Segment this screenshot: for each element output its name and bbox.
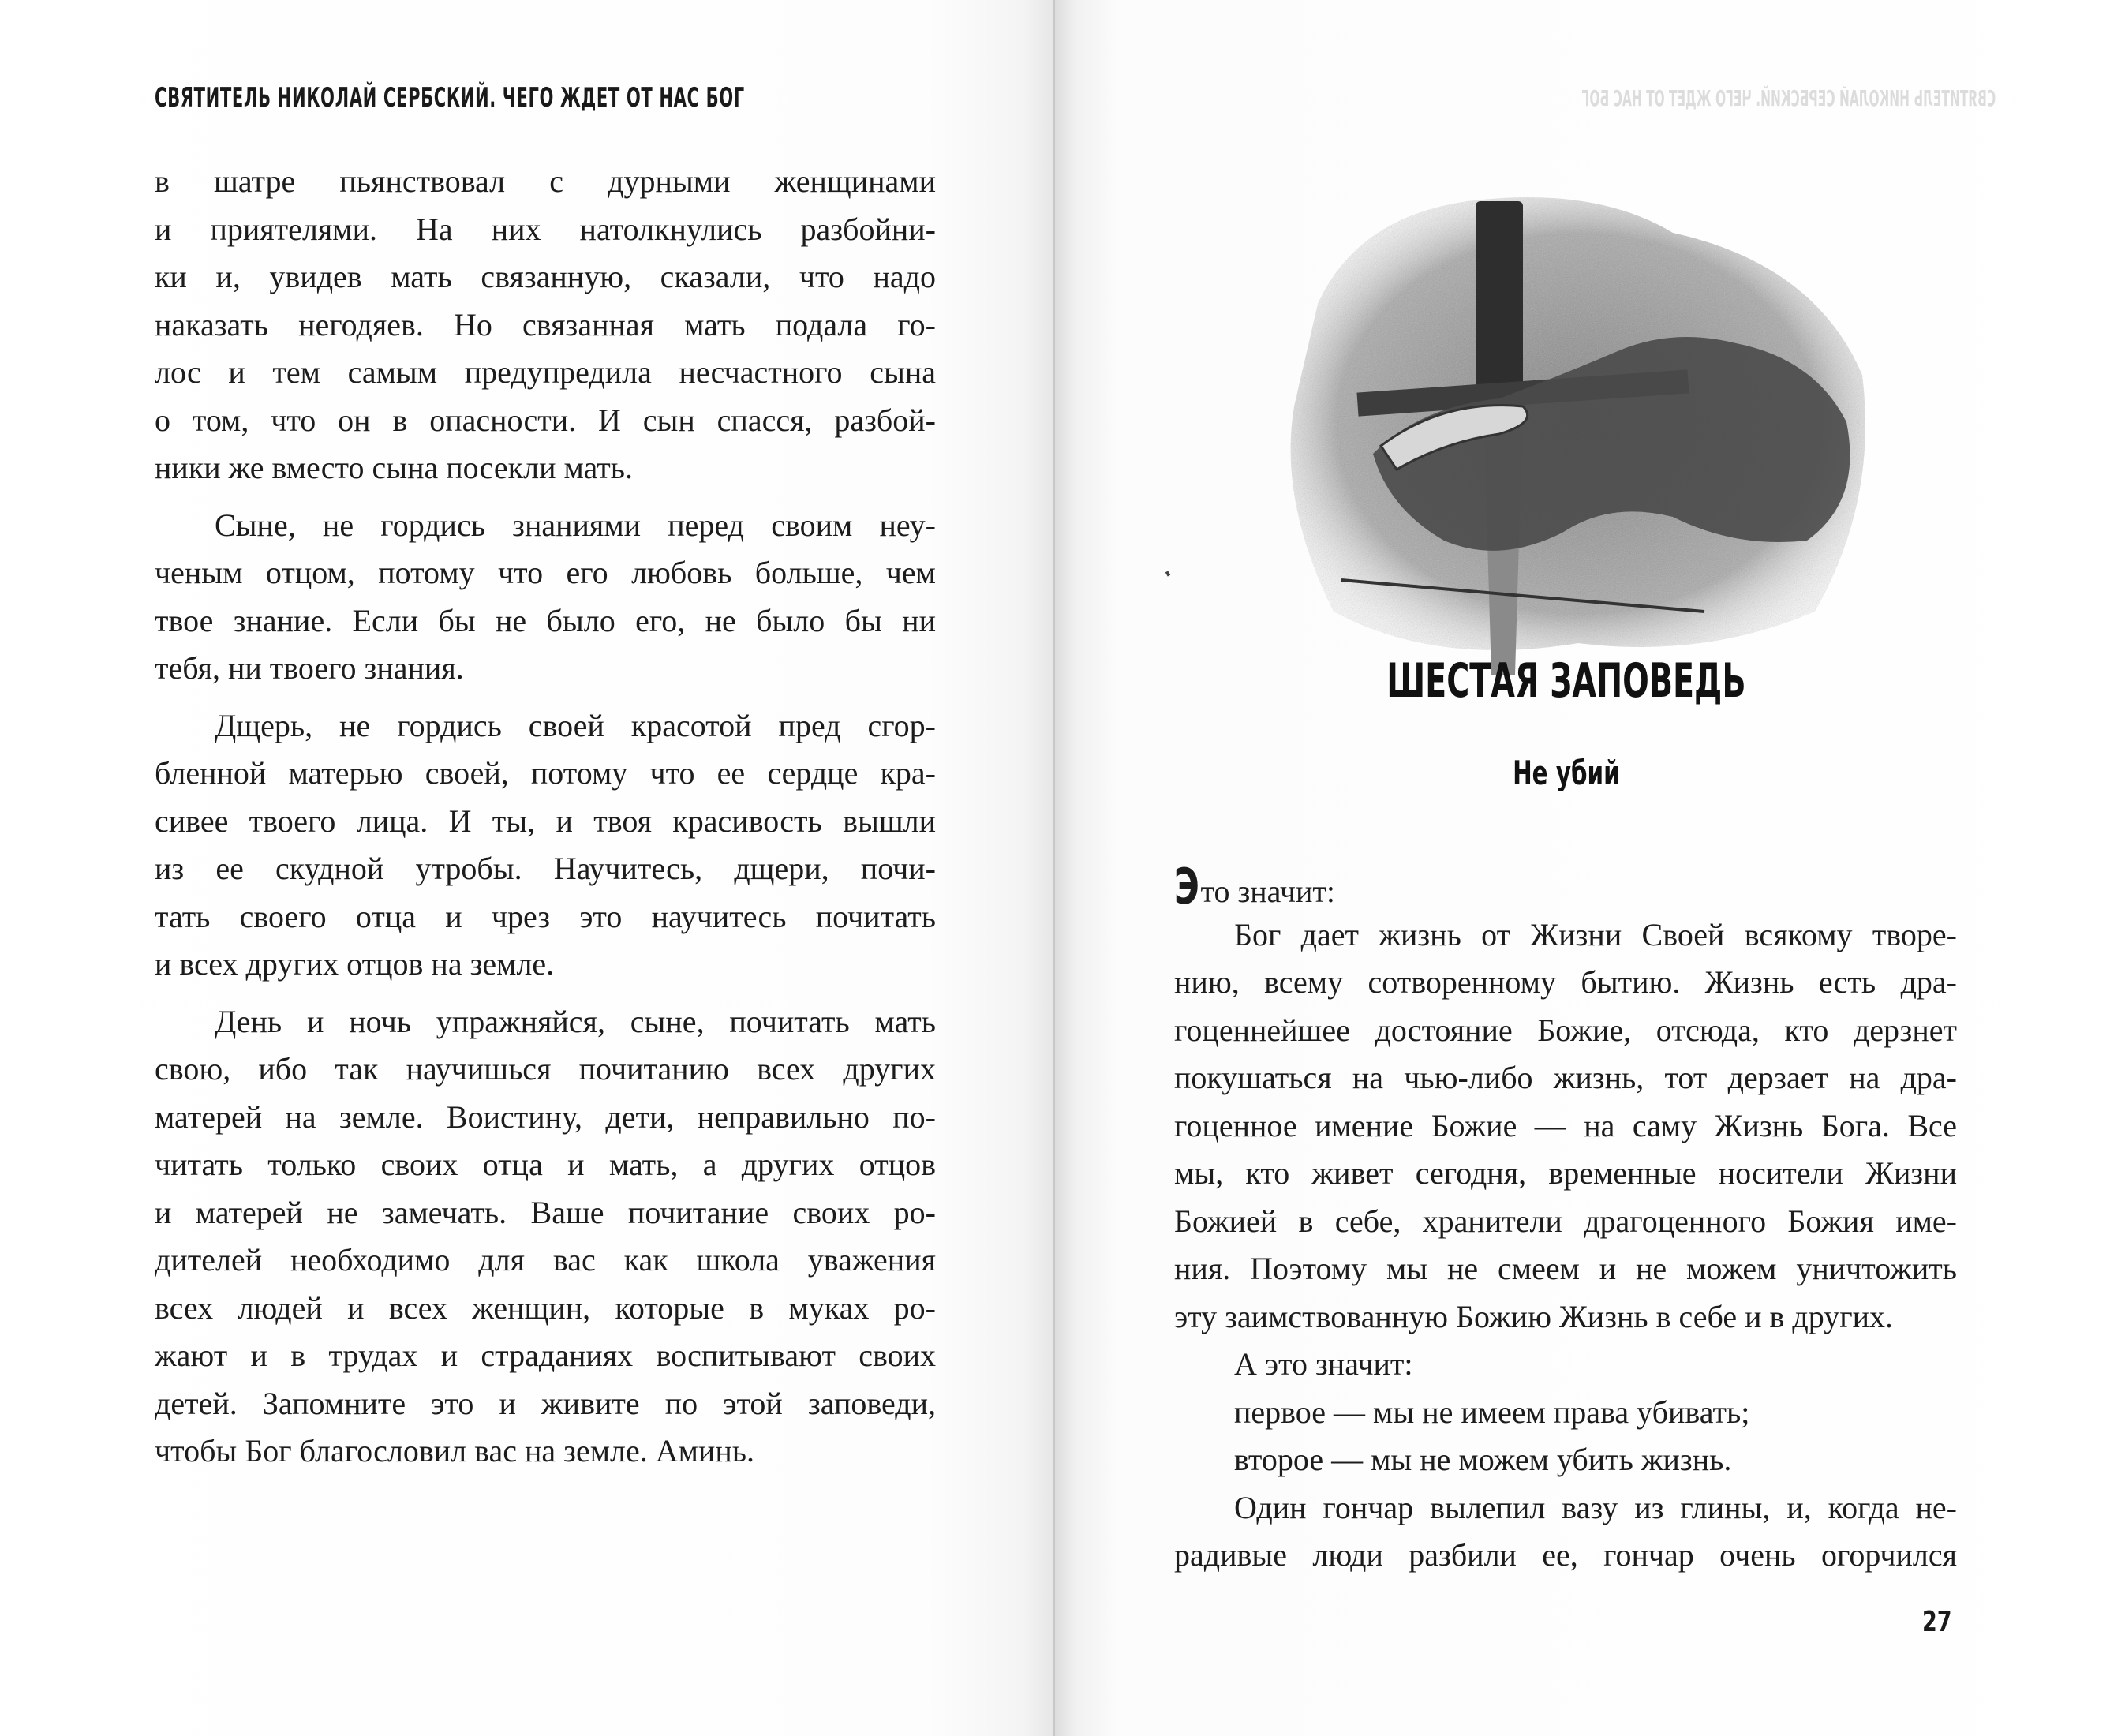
paragraph	[1174, 911, 1957, 1341]
text-line: сивее твоего лица. И ты, и твоя красивость вышли	[155, 803, 936, 839]
text-line: твое знание. Если бы не было его, не было бы ни	[155, 602, 936, 638]
text-line: Сыне, не гордись знаниями перед своим неу-	[215, 507, 936, 543]
paragraph	[155, 998, 936, 1476]
text-line: Божией в себе, хранители драгоценного Божия име-	[1174, 1203, 1957, 1239]
text-line: и всех других отцов на земле.	[155, 946, 555, 982]
text-line: ния. Поэтому мы не смеем и не можем уничтожить	[1174, 1251, 1957, 1286]
drop-cap: Э	[1174, 858, 1199, 915]
text-line: А это значит:	[1234, 1346, 1413, 1382]
text-line: Один гончар вылепил вазу из глины, и, когда не-	[1234, 1489, 1957, 1525]
text-line: бленной матерью своей, потому что ее сердце кра-	[155, 755, 936, 791]
text-line: читать только своих отца и мать, а других отцов	[155, 1147, 936, 1182]
text-line: эту заимствованную Божию Жизнь в себе и в других.	[1174, 1298, 1894, 1334]
text-line: нию, всему сотворенному бытию. Жизнь есть дра-	[1174, 964, 1957, 1000]
text-line: детей. Запомните это и живите по этой заповеди,	[155, 1385, 936, 1421]
text-line: гоценное имение Божие — на саму Жизнь Бога. Все	[1174, 1107, 1957, 1143]
text-line: свою, ибо так научишься почитанию всех других	[155, 1051, 936, 1087]
text-line: тебя, ни твоего знания.	[155, 650, 464, 686]
text-line: радивые люди разбили ее, гончар очень огорчился	[1174, 1537, 1957, 1573]
page-number: 27	[1922, 1606, 1952, 1638]
running-head: СВЯТИТЕЛЬ НИКОЛАЙ СЕРБСКИЙ. ЧЕГО ЖДЕТ ОТ НАС БОГ	[155, 82, 745, 114]
text-line: всех людей и всех женщин, которые в муках ро-	[155, 1289, 936, 1326]
paragraph	[155, 158, 936, 492]
text-line: лос и тем самым предупредила несчастного сына	[155, 354, 936, 390]
paragraph	[1174, 1484, 1957, 1580]
paragraph	[1174, 1341, 1957, 1389]
paragraph	[155, 502, 936, 693]
right-page-body	[1174, 858, 1957, 1580]
sword-hand-illustration	[1263, 170, 1886, 675]
text-line: ки и, увидев мать связанную, сказали, что надо	[155, 259, 936, 294]
chapter-title: ШЕСТАЯ ЗАПОВЕДЬ	[1386, 653, 1746, 709]
text-line: первое — мы не имеем права убивать;	[1234, 1394, 1750, 1430]
text-line: Дщерь, не гордись своей красотой пред сгор-	[215, 707, 936, 743]
left-page-body	[155, 158, 936, 1476]
paragraph	[1174, 1389, 1957, 1437]
text-line: ники же вместо сына посекли мать.	[155, 450, 633, 485]
text-line: Бог дает жизнь от Жизни Своей всякому творе-	[1234, 916, 1957, 952]
sword-hilt	[1476, 201, 1523, 398]
book-gutter	[1053, 0, 1055, 1736]
show-through-running-head: СВЯТИТЕЛЬ НИКОЛАЙ СЕРБСКИЙ. ЧЕГО ЖДЕТ ОТ НАС БОГ	[1581, 85, 1996, 111]
intro-line: Это значит:	[1174, 858, 1335, 915]
paragraph	[155, 702, 936, 989]
text-line: дителей необходимо для вас как школа уважения	[155, 1242, 936, 1278]
text-line: жают и в трудах и страданиях воспитывают своих	[155, 1338, 936, 1373]
text-line: и матерей не замечать. Ваше почитание своих ро-	[155, 1194, 936, 1230]
text-line: ченым отцом, потому что его любовь больше, чем	[155, 555, 936, 590]
text-line: наказать негодяев. Но связанная мать подала го-	[155, 306, 936, 342]
text-line: второе — мы не можем убить жизнь.	[1234, 1442, 1732, 1477]
text-line: чтобы Бог благословил вас на земле. Аминь.	[155, 1433, 754, 1468]
text-line: в шатре пьянствовал с дурными женщинами	[155, 163, 936, 199]
text-line: и приятелями. На них натолкнулись разбойни-	[155, 211, 936, 247]
chapter-subtitle: Не убий	[1513, 754, 1620, 792]
text-line: из ее скудной утробы. Научитесь, дщери, почи-	[155, 851, 936, 886]
text-line: о том, что он в опасности. И сын спасся, разбой-	[155, 402, 936, 438]
text-line: День и ночь упражняйся, сыне, почитать мать	[215, 1003, 936, 1039]
text-line: покушаться на чью-либо жизнь, тот дерзает на дра-	[1174, 1060, 1957, 1095]
paragraph	[1174, 1436, 1957, 1484]
text-line: гоценнейшее достояние Божие, отсюда, кто дерзнет	[1174, 1012, 1957, 1048]
text-line: тать своего отца и чрез это научитесь почитать	[155, 898, 936, 934]
text-line: матерей на земле. Воистину, дети, неправильно по-	[155, 1098, 936, 1135]
text-line: мы, кто живет сегодня, временные носители Жизни	[1174, 1155, 1957, 1191]
